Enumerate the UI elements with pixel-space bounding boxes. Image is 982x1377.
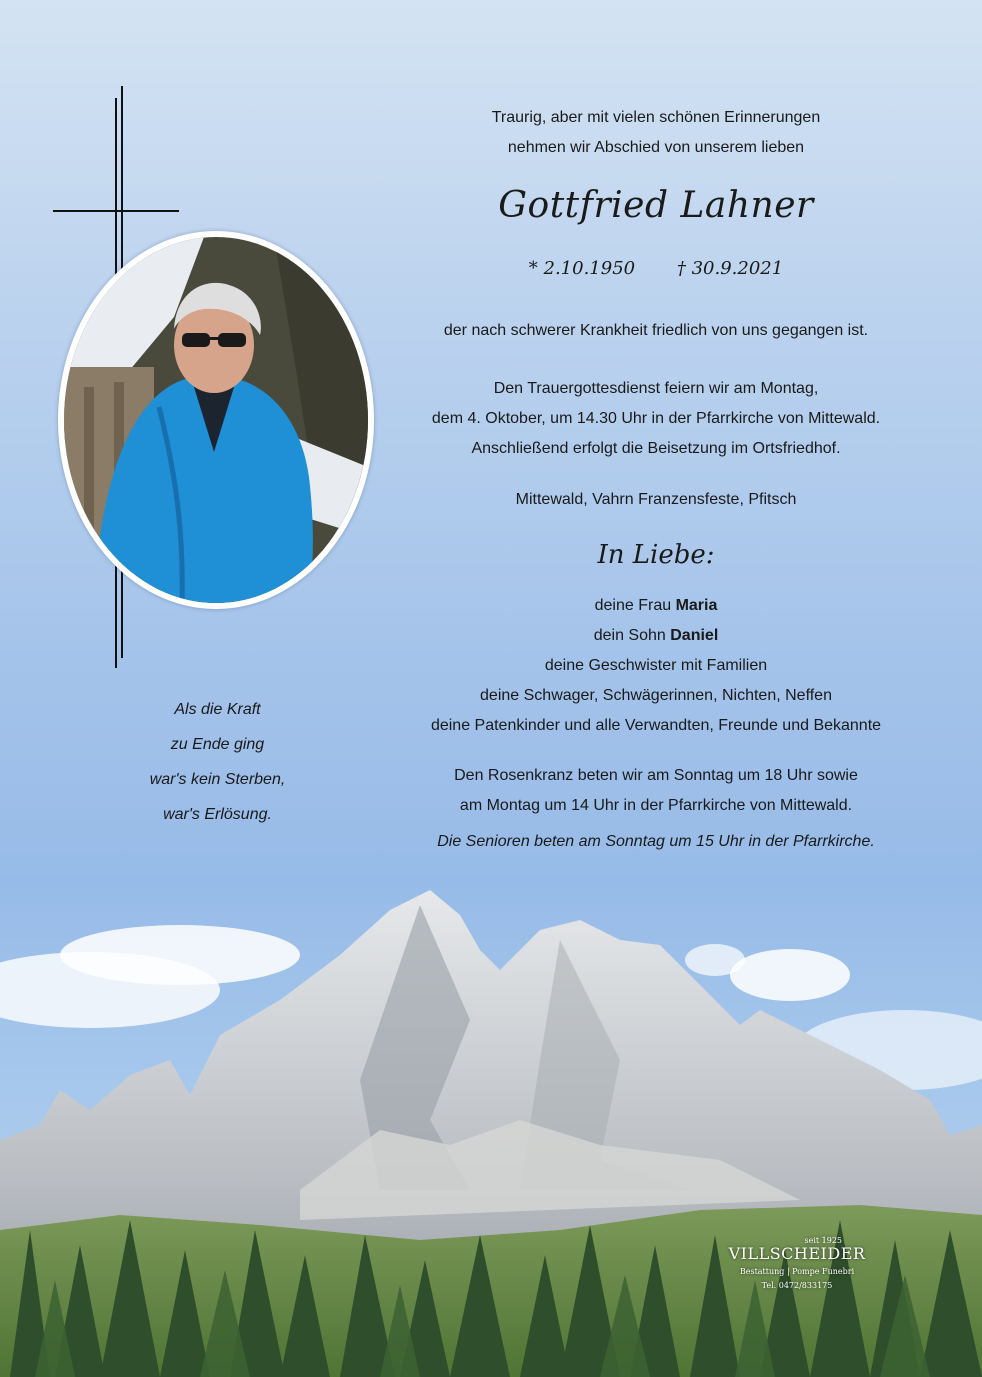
rosary-line-1: Den Rosenkranz beten wir am Sonntag um 18 Uhr sowie <box>454 767 858 784</box>
cross-horizontal-bar <box>53 210 179 212</box>
brand-subtitle: Bestattung | Pompe Funebri <box>739 1267 855 1276</box>
intro-line-2: nehmen wir Abschied von unserem lieben <box>507 139 805 156</box>
farewell-quote <box>110 692 325 832</box>
quote-line-2: zu Ende ging <box>170 736 265 753</box>
death-date: † 30.9.2021 <box>676 258 784 279</box>
mourner-line: deine Geschwister mit Familien <box>544 657 768 674</box>
life-dates <box>380 258 932 279</box>
places-text: Mittewald, Vahrn Franzensfeste, Pfitsch <box>515 491 797 508</box>
portrait-illustration <box>64 237 368 603</box>
mourner-line <box>380 621 932 651</box>
intro-text <box>380 103 932 163</box>
mourner-line: deine Patenkinder und alle Verwandten, Freunde und Bekannte <box>430 717 882 734</box>
quote-line-3: war's kein Sterben, <box>149 771 286 788</box>
mourner-line: deine Schwager, Schwägerinnen, Nichten, Neffen <box>480 687 832 704</box>
seniors-text: Die Senioren beten am Sonntag um 15 Uhr in der Pfarrkirche. <box>437 833 875 850</box>
passing-text: der nach schwerer Krankheit friedlich von uns gegangen ist. <box>443 322 869 339</box>
birth-date: * 2.10.1950 <box>528 258 636 279</box>
brand-phone: Tel. 0472/833175 <box>761 1281 833 1290</box>
brand-name: VILLSCHEIDER <box>728 1244 866 1263</box>
deceased-name: Gottfried Lahner <box>498 185 814 226</box>
in-love-heading: In Liebe: <box>597 540 715 570</box>
mourner-name: Daniel <box>670 627 719 644</box>
mountain-landscape <box>0 860 982 1377</box>
rosary-line-2: am Montag um 14 Uhr in der Pfarrkirche von Mittewald. <box>459 797 853 814</box>
brand-since: seit 1925 <box>804 1236 842 1245</box>
mourner-relation: dein Sohn <box>593 627 671 644</box>
quote-line-1: Als die Kraft <box>174 701 261 718</box>
mourners-list <box>380 591 932 741</box>
service-line-1: Den Trauergottesdienst feiern wir am Montag, <box>493 380 819 397</box>
quote-line-4: war's Erlösung. <box>163 806 272 823</box>
funeral-home-logo <box>722 1236 872 1290</box>
mourner-line <box>380 591 932 621</box>
portrait-photo <box>58 231 374 609</box>
service-line-3: Anschließend erfolgt die Beisetzung im Ortsfriedhof. <box>471 440 841 457</box>
service-text <box>380 374 932 464</box>
mourner-relation: deine Frau <box>594 597 676 614</box>
intro-line-1: Traurig, aber mit vielen schönen Erinnerungen <box>491 109 821 126</box>
rosary-text <box>380 761 932 821</box>
service-line-2: dem 4. Oktober, um 14.30 Uhr in der Pfarrkirche von Mittewald. <box>431 410 881 427</box>
mourner-name: Maria <box>675 597 718 614</box>
